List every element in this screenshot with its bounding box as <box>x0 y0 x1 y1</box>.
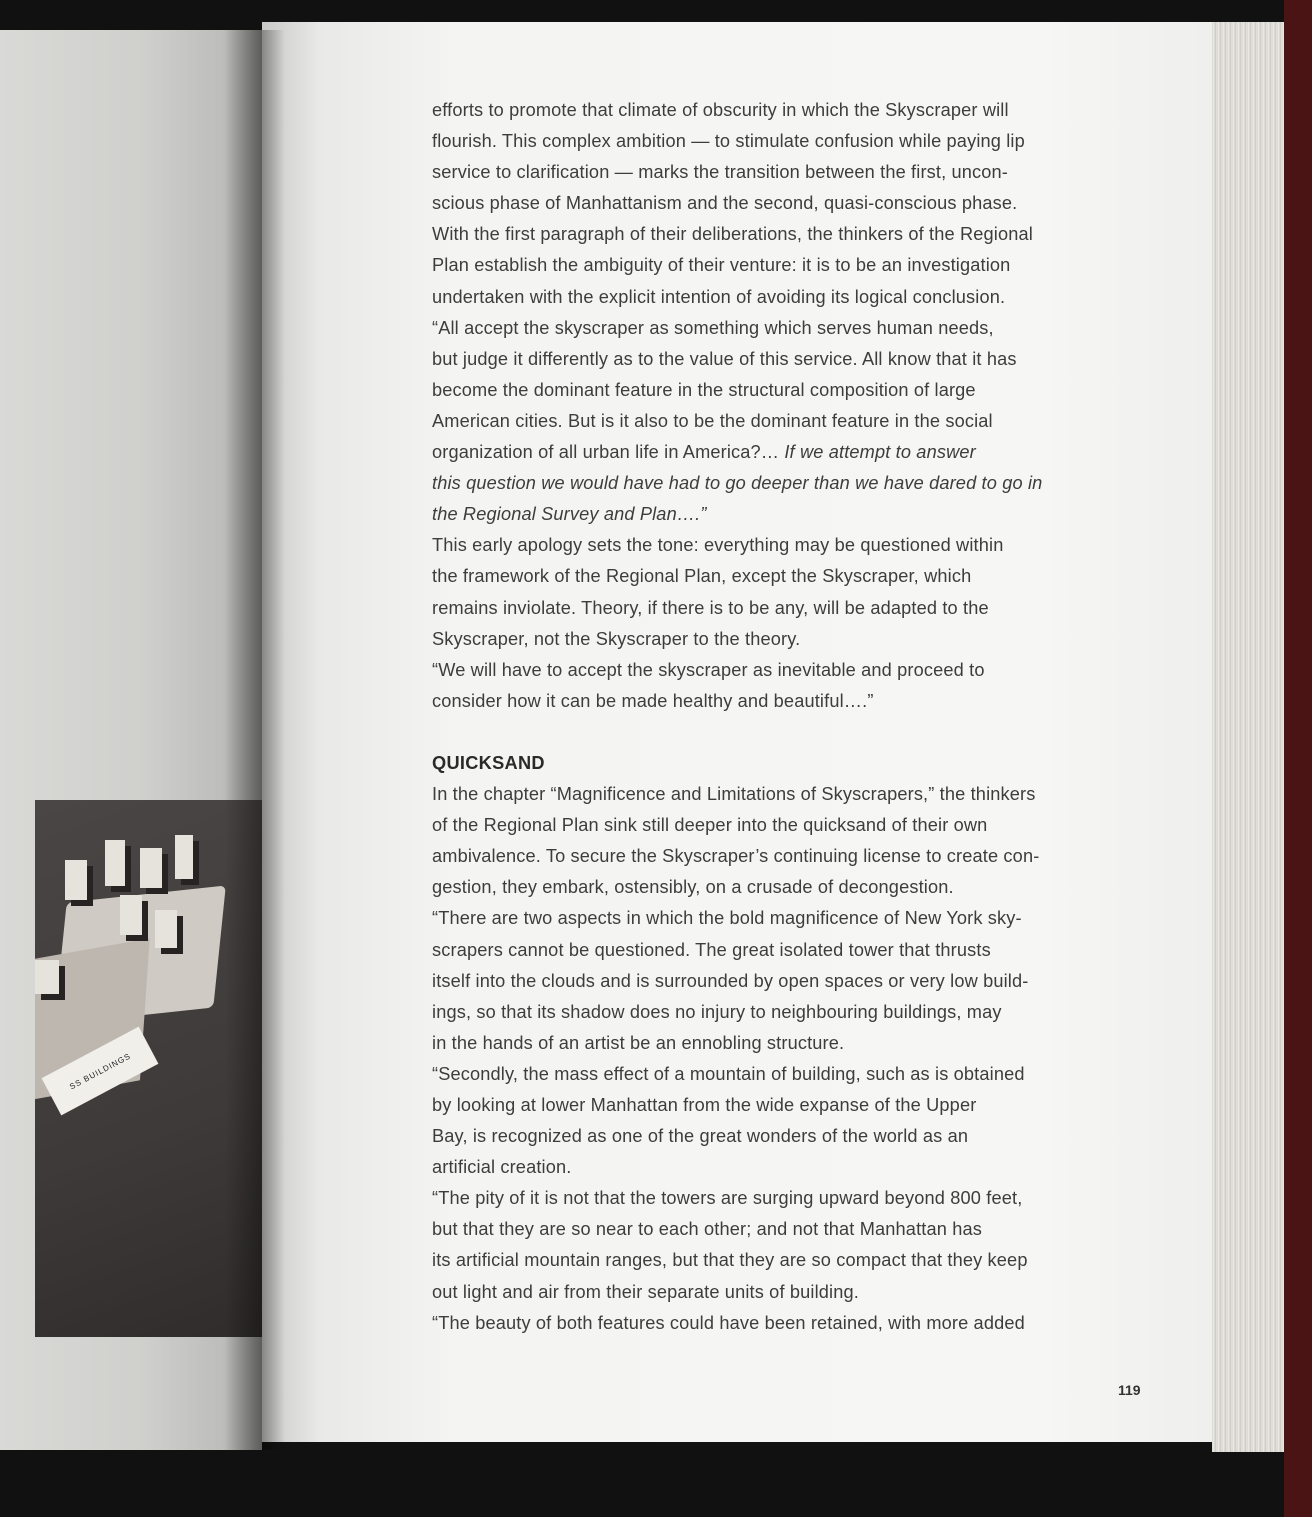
text-segment: become the dominant feature in the structural composition of large <box>432 379 976 400</box>
text-segment: remains inviolate. Theory, if there is to be any, will be adapted to the <box>432 597 989 618</box>
text-segment: but that they are so near to each other; and not that Manhattan has <box>432 1219 982 1240</box>
text-line <box>432 935 1172 966</box>
italic-text: the Regional Survey and Plan….” <box>432 504 707 525</box>
body-text <box>432 95 1172 1339</box>
text-line <box>432 468 1172 499</box>
text-line <box>432 997 1172 1028</box>
text-segment: gestion, they embark, ostensibly, on a crusade of decongestion. <box>432 877 954 898</box>
text-line <box>432 499 1172 530</box>
text-line <box>432 1183 1172 1214</box>
text-line <box>432 810 1172 841</box>
text-segment: “All accept the skyscraper as something which serves human needs, <box>432 317 994 338</box>
model-building <box>105 840 125 886</box>
text-segment: American cities. But is it also to be the dominant feature in the social <box>432 410 993 431</box>
italic-text: this question we would have had to go deeper than we have dared to go in <box>432 473 1043 494</box>
text-line <box>432 903 1172 934</box>
text-line <box>432 686 1172 717</box>
text-line <box>432 219 1172 250</box>
text-segment: scious phase of Manhattanism and the second, quasi-conscious phase. <box>432 193 1018 214</box>
section-heading <box>432 748 1172 779</box>
text-segment: “The pity of it is not that the towers are surging upward beyond 800 feet, <box>432 1188 1023 1209</box>
text-line <box>432 779 1172 810</box>
text-line <box>432 313 1172 344</box>
text-segment: flourish. This complex ambition — to stimulate confusion while paying lip <box>432 131 1025 152</box>
text-line <box>432 624 1172 655</box>
text-line <box>432 250 1172 281</box>
model-label-card: SS BUILDINGS <box>42 1027 159 1116</box>
text-segment: “We will have to accept the skyscraper as inevitable and proceed to <box>432 659 985 680</box>
text-line <box>432 530 1172 561</box>
text-line <box>432 188 1172 219</box>
paragraph-gap <box>432 717 1172 748</box>
model-building <box>65 860 87 900</box>
text-segment: In the chapter “Magnificence and Limitations of Skyscrapers,” the thinkers <box>432 784 1036 805</box>
text-segment: out light and air from their separate units of building. <box>432 1281 859 1302</box>
text-line <box>432 561 1172 592</box>
text-segment: its artificial mountain ranges, but that they are so compact that they keep <box>432 1250 1028 1271</box>
text-segment: undertaken with the explicit intention of avoiding its logical conclusion. <box>432 286 1006 307</box>
text-line <box>432 655 1172 686</box>
text-segment: consider how it can be made healthy and beautiful….” <box>432 690 874 711</box>
text-segment: service to clarification — marks the transition between the first, uncon- <box>432 162 1009 183</box>
text-segment: artificial creation. <box>432 1157 572 1178</box>
text-segment: ambivalence. To secure the Skyscraper’s continuing license to create con- <box>432 846 1040 867</box>
text-line <box>432 344 1172 375</box>
text-line <box>432 1152 1172 1183</box>
text-segment: of the Regional Plan sink still deeper into the quicksand of their own <box>432 815 988 836</box>
model-building <box>175 835 193 879</box>
text-segment: scrapers cannot be questioned. The great isolated tower that thrusts <box>432 939 991 960</box>
text-line <box>432 375 1172 406</box>
text-segment: Skyscraper, not the Skyscraper to the theory. <box>432 628 801 649</box>
page-edges <box>1212 22 1284 1452</box>
model-building <box>120 895 142 935</box>
text-segment: the framework of the Regional Plan, except the Skyscraper, which <box>432 566 972 587</box>
text-segment: efforts to promote that climate of obscurity in which the Skyscraper will <box>432 100 1009 120</box>
text-line <box>432 841 1172 872</box>
text-line <box>432 1277 1172 1308</box>
text-line <box>432 95 1172 126</box>
text-line <box>432 593 1172 624</box>
text-segment: ings, so that its shadow does no injury to neighbouring buildings, may <box>432 1001 1002 1022</box>
model-building <box>140 848 162 888</box>
text-segment: “There are two aspects in which the bold magnificence of New York sky- <box>432 908 1022 929</box>
text-line <box>432 1214 1172 1245</box>
italic-text: If we attempt to answer <box>784 442 976 463</box>
text-line <box>432 1028 1172 1059</box>
text-line <box>432 872 1172 903</box>
text-segment: With the first paragraph of their deliberations, the thinkers of the Regional <box>432 224 1033 245</box>
text-line <box>432 126 1172 157</box>
book-cover <box>1284 0 1312 1517</box>
text-segment: QUICKSAND <box>432 752 545 773</box>
text-segment: This early apology sets the tone: everything may be questioned within <box>432 535 1004 556</box>
text-segment: “Secondly, the mass effect of a mountain of building, such as is obtained <box>432 1063 1025 1084</box>
text-segment: by looking at lower Manhattan from the wide expanse of the Upper <box>432 1095 977 1115</box>
text-segment: in the hands of an artist be an ennobling structure. <box>432 1032 845 1053</box>
model-building <box>35 960 59 994</box>
text-line <box>432 406 1172 437</box>
text-segment: organization of all urban life in America?… <box>432 442 785 463</box>
text-line <box>432 966 1172 997</box>
gutter-shadow <box>225 30 285 1450</box>
page-number: 119 <box>1118 1382 1141 1398</box>
model-building <box>155 910 177 948</box>
text-segment: “The beauty of both features could have been retained, with more added <box>432 1312 1025 1333</box>
text-segment: itself into the clouds and is surrounded by open spaces or very low build- <box>432 970 1029 991</box>
text-line <box>432 1059 1172 1090</box>
text-segment: Bay, is recognized as one of the great wonders of the world as an <box>432 1126 969 1147</box>
text-line <box>432 157 1172 188</box>
text-line <box>432 1308 1172 1339</box>
text-line <box>432 1090 1172 1121</box>
text-line <box>432 1245 1172 1276</box>
text-line <box>432 1121 1172 1152</box>
text-segment: but judge it differently as to the value of this service. All know that it has <box>432 348 1017 369</box>
text-line <box>432 437 1172 468</box>
text-line <box>432 282 1172 313</box>
text-segment: Plan establish the ambiguity of their venture: it is to be an investigation <box>432 255 1011 276</box>
